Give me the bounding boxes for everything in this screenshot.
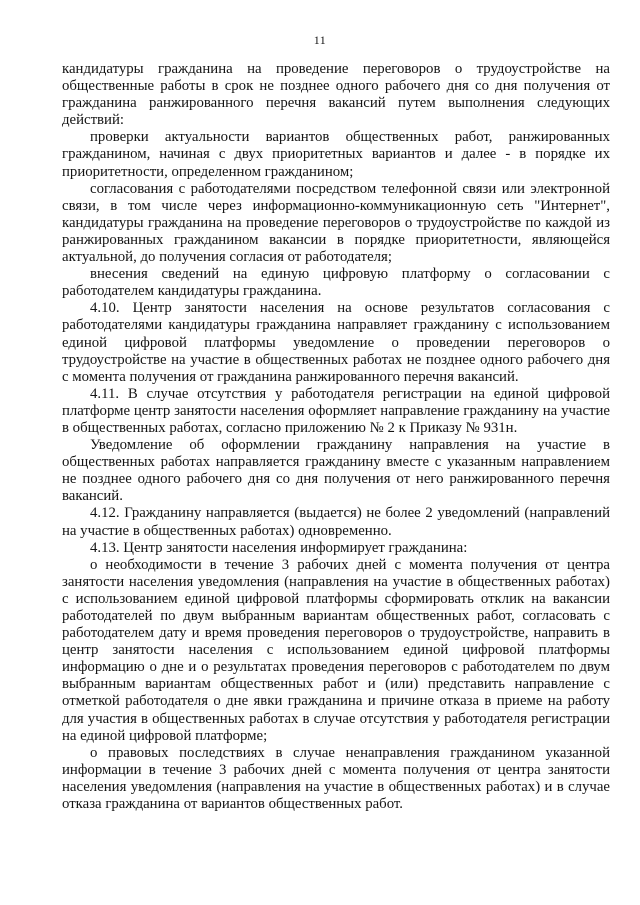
paragraph-platform-entry: внесения сведений на единую цифровую платформу о согласовании с работодателем кандидатуры гражданина.: [62, 266, 610, 300]
paragraph-legal-consequences: о правовых последствиях в случае ненаправления гражданином указанной информации в течение 3 рабочих дней с момента получения от центра занятости населения уведомления (направления на участие в общественных работах) и в случае отказа гражданина от вариантов общественных работ.: [62, 744, 610, 813]
paragraph-necessity: о необходимости в течение 3 рабочих дней с момента получения от центра занятости населения уведомления (направления на участие в общественных работах) с использованием единой цифровой платформы сформировать отклик на вакансии работодателей по двум выбранным вариантам общественных работ, согласовать с работодателем дату и время проведения переговоров о трудоустройстве, направить в центр занятости населения с использованием единой цифровой платформы информацию о дне и о результатах проведения переговоров с работодателем по двум выбранным вариантам общественных работ и (или) представить направление с отметкой работодателя о дне явки гражданина и причине отказа в приеме на работу для участия в общественных работах в случае отсутствия у работодателя регистрации на единой цифровой платформе;: [62, 556, 610, 744]
paragraph-coordination: согласования с работодателями посредством телефонной связи или электронной связи, в том числе через информационно-коммуникационную сеть "Интернет", кандидатуры гражданина на проведение переговоров о трудоустройстве по каждой из ранжированных гражданином вакансии в порядке приоритетности, являющейся актуальной, до получения согласия от работодателя;: [62, 180, 610, 266]
paragraph-4-11: 4.11. В случае отсутствия у работодателя регистрации на единой цифровой платформе центр занятости населения оформляет направление гражданину на участие в общественных работах, согласно приложению № 2 к Приказу № 931н.: [62, 385, 610, 436]
paragraph-4-12: 4.12. Гражданину направляется (выдается) не более 2 уведомлений (направлений на участие в общественных работах) одновременно.: [62, 505, 610, 539]
paragraph-check-relevance: проверки актуальности вариантов общественных работ, ранжированных гражданином, начиная с двух приоритетных вариантов и далее - в порядке их приоритетности, определенном гражданином;: [62, 129, 610, 180]
paragraph-notification: Уведомление об оформлении гражданину направления на участие в общественных работах направляется гражданину вместе с указанным направлением не позднее одного рабочего дня со дня получения от него ранжированного перечня вакансий.: [62, 437, 610, 505]
paragraph-4-10: 4.10. Центр занятости населения на основе результатов согласования с работодателями кандидатуры гражданина направляет гражданину с использованием единой цифровой платформы уведомление о проведении переговоров о трудоустройстве на участие в общественных работах не позднее одного рабочего дня с момента получения от гражданина ранжированного перечня вакансий.: [62, 300, 610, 385]
page-number: 11: [313, 33, 327, 47]
paragraph-4-13: 4.13. Центр занятости населения информирует гражданина:: [90, 539, 468, 556]
document-body: [62, 61, 610, 813]
paragraph-continuation: кандидатуры гражданина на проведение переговоров о трудоустройстве на общественные работы в срок не позднее одного рабочего дня со дня получения от гражданина ранжированного перечня вакансий путем выполнения следующих действий:: [62, 61, 610, 129]
